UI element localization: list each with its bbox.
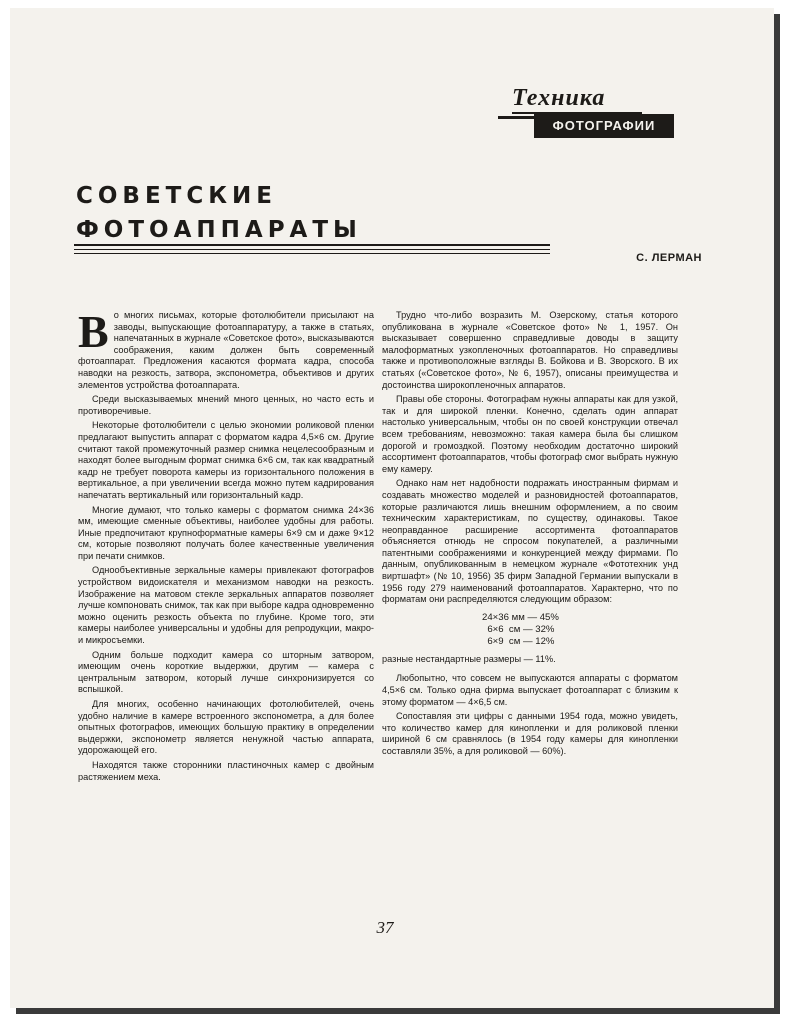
- section-logo: [498, 86, 678, 142]
- drop-cap: В: [78, 310, 109, 357]
- title-rule-thin-2: [74, 253, 550, 254]
- stat-line: 6×9 см — 12%: [482, 635, 555, 647]
- paragraph: Одним больше подходит камера со шторным затвором, имеющим очень короткие выдержки, другим — камера с центральным затвором, который лучше синхронизируется со вспышкой.: [78, 649, 374, 695]
- paragraph: Некоторые фотолюбители с целью экономии роликовой пленки предлагают выпустить аппарат с форматом кадра 4,5×6 см. Другие считают такой промежуточный размер снимка нецелесообразным и находят более выгодным формат снимка 6×6 см, так как квадратный кадр не требует поворота камеры из горизонтального положения в вертикальное, а при увеличении всегда можно путем кадрирования напечатать вертикальный или горизонтальный кадр.: [78, 420, 374, 500]
- paragraph: Однообъективные зеркальные камеры привлекают фотографов устройством видоискателя и механизмом наводки на резкость. Изображение на матовом стекле зеркальных аппаратов позволяет лучше компоновать снимок, так как при выборе кадра одновременно можно оценить резкость объекта по глубине. Кроме того, эти камеры наиболее универсальны и удобны для репродукции, макро- и микросъемки.: [78, 565, 374, 646]
- paragraph: Правы обе стороны. Фотографам нужны аппараты как для узкой, так и для широкой пленки. Конечно, сделать один аппарат настолько универсальным, чтобы он по своей конструкции отвечал всем требованиям, невозможно: такая камера была бы слишком дорогой и громоздкой. Поэтому необходим достаточно широкий ассортимент фотоаппаратов, чтобы фотограф смог выбрать нужную ему камеру.: [382, 394, 678, 474]
- paragraph: Трудно что-либо возразить М. Озерскому, статья которого опубликована в журнале «Советское фото» № 1, 1957. Он высказывает совершенно справедливые доводы в защиту малоформатных узкопленочных фотоаппаратов. Но справедливы также и противоположные взгляды В. Бойкова и В. Зворского. В их статьях («Советское фото», № 6, 1957), описаны преимущества и достоинства широкопленочных аппаратов.: [382, 310, 678, 390]
- author-byline: С. ЛЕРМАН: [636, 252, 702, 264]
- magazine-page: [10, 8, 774, 1008]
- paragraph: Сопоставляя эти цифры с данными 1954 года, можно увидеть, что количество камер для кинопленки и для роликовой пленки шириной 6 см сравнялось (в 1954 году камеры для кинопленки составляли 35%, а для роликовой — 60%).: [382, 711, 678, 756]
- paragraph-text: о многих письмах, которые фотолюбители присылают на заводы, выпускающие фотоаппаратуру, а также в статьях, напечатанных в журнале «Советское фото», высказываются соображения, каким должен быть современный фотоаппарат. Предложения касаются формата кадра, способа наводки на резкость, затвора, экспонометра, объективов и других элементов устройства фотоаппарата.: [78, 310, 374, 390]
- paragraph: Для многих, особенно начинающих фотолюбителей, очень удобно наличие в камере встроенного экспонометра, а для более опытных фотографов, имеющих большую практику в определении выдержки, экспонометр является ненужной частью аппарата, удорожающей его.: [78, 699, 374, 756]
- paragraph: Любопытно, что совсем не выпускаются аппараты с форматом 4,5×6 см. Только одна фирма выпускает фотоаппарат с близким к этому форматом — 4×6,5 см.: [382, 673, 678, 707]
- paragraph: [78, 310, 374, 391]
- section-logo-box: ФОТОГРАФИИ: [534, 114, 674, 138]
- paragraph: Однако нам нет надобности подражать иностранным фирмам и создавать множество моделей и разновидностей фотоаппаратов, которые различаются лишь внешним оформлением, а по своим техническим характеристикам, по существу, одинаковы. Такое неоправданное расширение ассортимента фотоаппаратов объясняется отнюдь не спросом покупателей, а различными патентными соображениями и конкуренцией между фирмами. По данным, опубликованным в немецком журнале «Фототехник унд виртшафт» (№ 10, 1956) 35 фирм Западной Германии выпускали в 1956 году 279 наименований фотоаппаратов. Характерно, что по форматам они распределяются следующим образом:: [382, 478, 678, 605]
- stat-line: 6×6 см — 32%: [482, 623, 555, 635]
- title-rule-thick: [74, 244, 550, 246]
- right-column: [382, 310, 678, 910]
- stats-note: разные нестандартные размеры — 11%.: [382, 653, 556, 664]
- paragraph: Многие думают, что только камеры с форматом снимка 24×36 мм, имеющие сменные объективы, наиболее удобны для работы. Иные предпочитают крупноформатные камеры 6×9 см и даже 9×12 см, которые позволяют получать более качественные увеличения при печати снимков.: [78, 504, 374, 561]
- title-line-1: СОВЕТСКИЕ: [76, 183, 278, 209]
- section-logo-script: Техника: [512, 86, 642, 114]
- paragraph: Находятся также сторонники пластиночных камер с двойным растяжением меха.: [78, 759, 374, 782]
- page-number: 37: [376, 918, 394, 937]
- title-rule-thin-1: [74, 249, 550, 250]
- logo-bar: [498, 116, 534, 119]
- article-title: [76, 180, 476, 248]
- paragraph: Среди высказываемых мнений много ценных, но часто есть и противоречивые.: [78, 394, 374, 416]
- stat-line: 24×36 мм — 45%: [482, 611, 559, 623]
- format-statistics: [482, 612, 678, 648]
- left-column: [78, 310, 374, 910]
- title-line-2: ФОТОАППАРАТЫ: [76, 217, 362, 243]
